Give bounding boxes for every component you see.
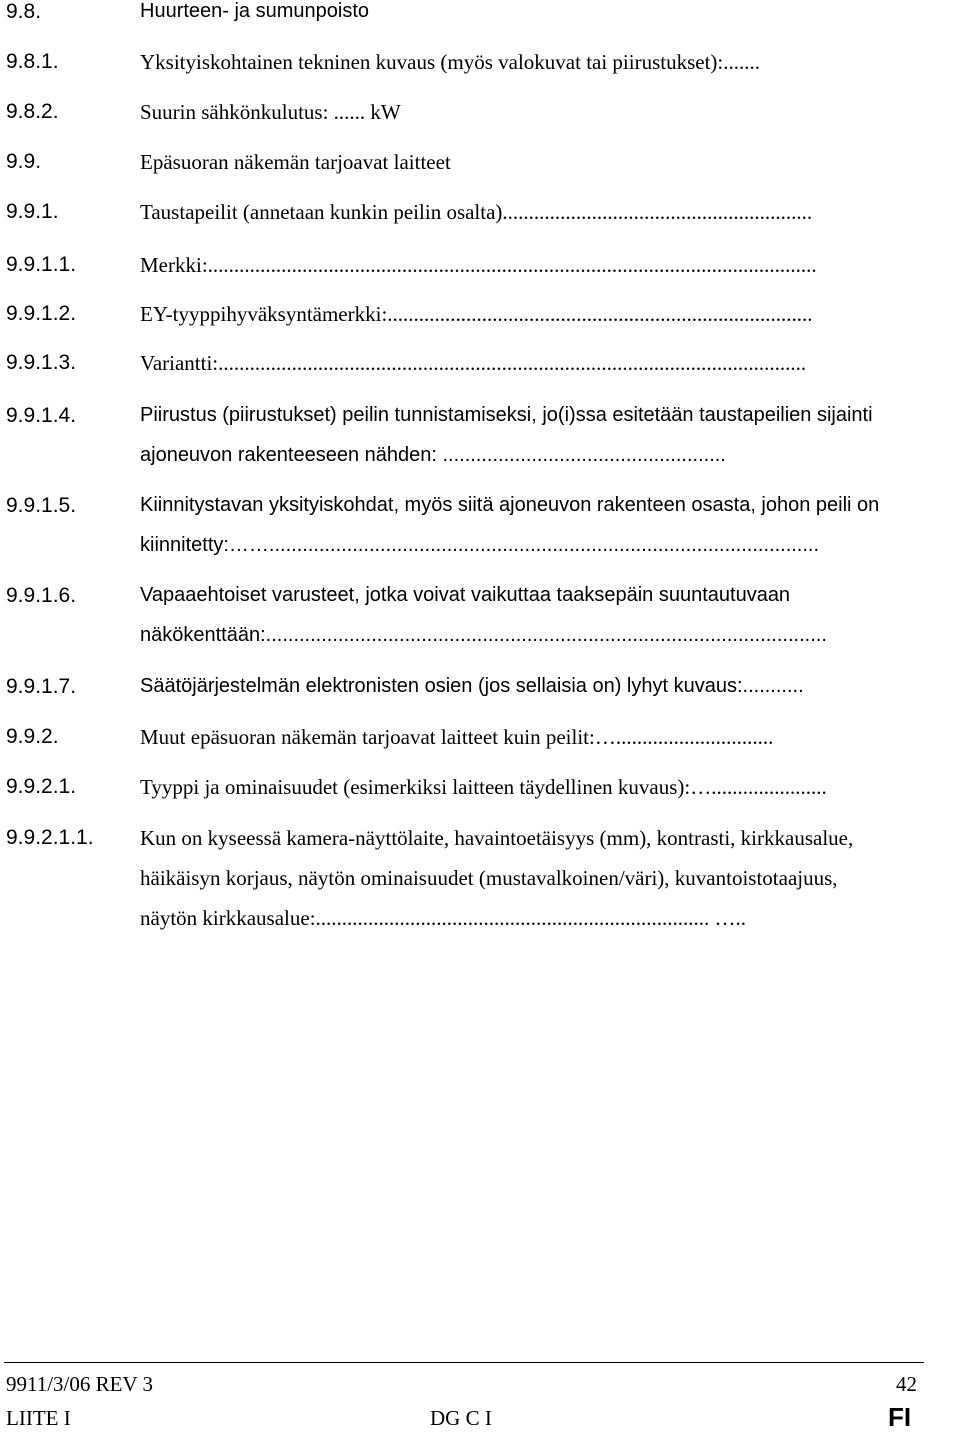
section-text: Vapaaehtoiset varusteet, jotka voivat vaikuttaa taaksepäin suuntautuvaan [140,584,791,606]
section-text: Merkki:.................................................................................................................... [140,253,817,277]
section-number: 9.8.1. [6,50,59,73]
section-text-continued: näkökenttään:..................................................................................................... [140,624,827,646]
section-number: 9.9.1.6. [6,584,77,607]
page-number: 42 [896,1372,917,1396]
section-number: 9.8. [6,0,42,23]
section-text: Piirustus (piirustukset) peilin tunnistamiseksi, jo(i)ssa esitetään taustapeilien sijainti [140,404,873,426]
section-text: Suurin sähkönkulutus: ...... kW [140,100,401,124]
section-number: 9.9.1.5. [6,494,77,517]
section-text: Kiinnitystavan yksityiskohdat, myös siitä ajoneuvon rakenteen osasta, johon peili on [140,494,880,516]
section-number: 9.8.2. [6,100,59,123]
section-text: Variantti:................................................................................................................ [140,351,807,375]
footer-divider [4,1362,924,1363]
section-number: 9.9.2. [6,725,59,748]
section-number: 9.9.2.1.1. [6,826,94,849]
section-number: 9.9.1.2. [6,302,77,325]
section-number: 9.9.1.1. [6,253,77,276]
section-text: Kun on kyseessä kamera-näyttölaite, havaintoetäisyys (mm), kontrasti, kirkkausalue, [140,826,854,850]
section-text: Taustapeilit (annetaan kunkin peilin osalta)........................................................... [140,200,813,224]
section-number: 9.9. [6,150,42,173]
directorate-label: DG C I [430,1406,492,1430]
section-text: Yksityiskohtainen tekninen kuvaus (myös valokuvat tai piirustukset):....... [140,50,761,74]
section-text: Muut epäsuoran näkemän tarjoavat laitteet kuin peilit:….............................. [140,725,774,749]
section-title: Epäsuoran näkemän tarjoavat laitteet [140,150,451,174]
document-reference: 9911/3/06 REV 3 [6,1372,154,1396]
section-text-continued: kiinnitetty:……................................................................................................... [140,534,820,556]
language-code: FI [888,1402,912,1432]
section-text: EY-tyyppihyväksyntämerkki:................................................................................. [140,302,813,326]
section-text-continued: näytön kirkkausalue:........................................................................... ….. [140,906,747,930]
annex-label: LIITE I [6,1406,71,1430]
section-number: 9.9.1. [6,200,59,223]
section-text: Säätöjärjestelmän elektronisten osien (jos sellaisia on) lyhyt kuvaus:........... [140,675,804,697]
section-number: 9.9.2.1. [6,775,77,798]
section-title: Huurteen- ja sumunpoisto [140,0,370,22]
section-text-continued: häikäisyn korjaus, näytön ominaisuudet (mustavalkoinen/väri), kuvantoistotaajuus, [140,866,838,890]
section-number: 9.9.1.4. [6,404,77,427]
section-number: 9.9.1.7. [6,675,77,698]
section-number: 9.9.1.3. [6,351,77,374]
section-text: Tyyppi ja ominaisuudet (esimerkiksi laitteen täydellinen kuvaus):…...................... [140,775,827,799]
section-text-continued: ajoneuvon rakenteeseen nähden: ................................................... [140,444,726,466]
